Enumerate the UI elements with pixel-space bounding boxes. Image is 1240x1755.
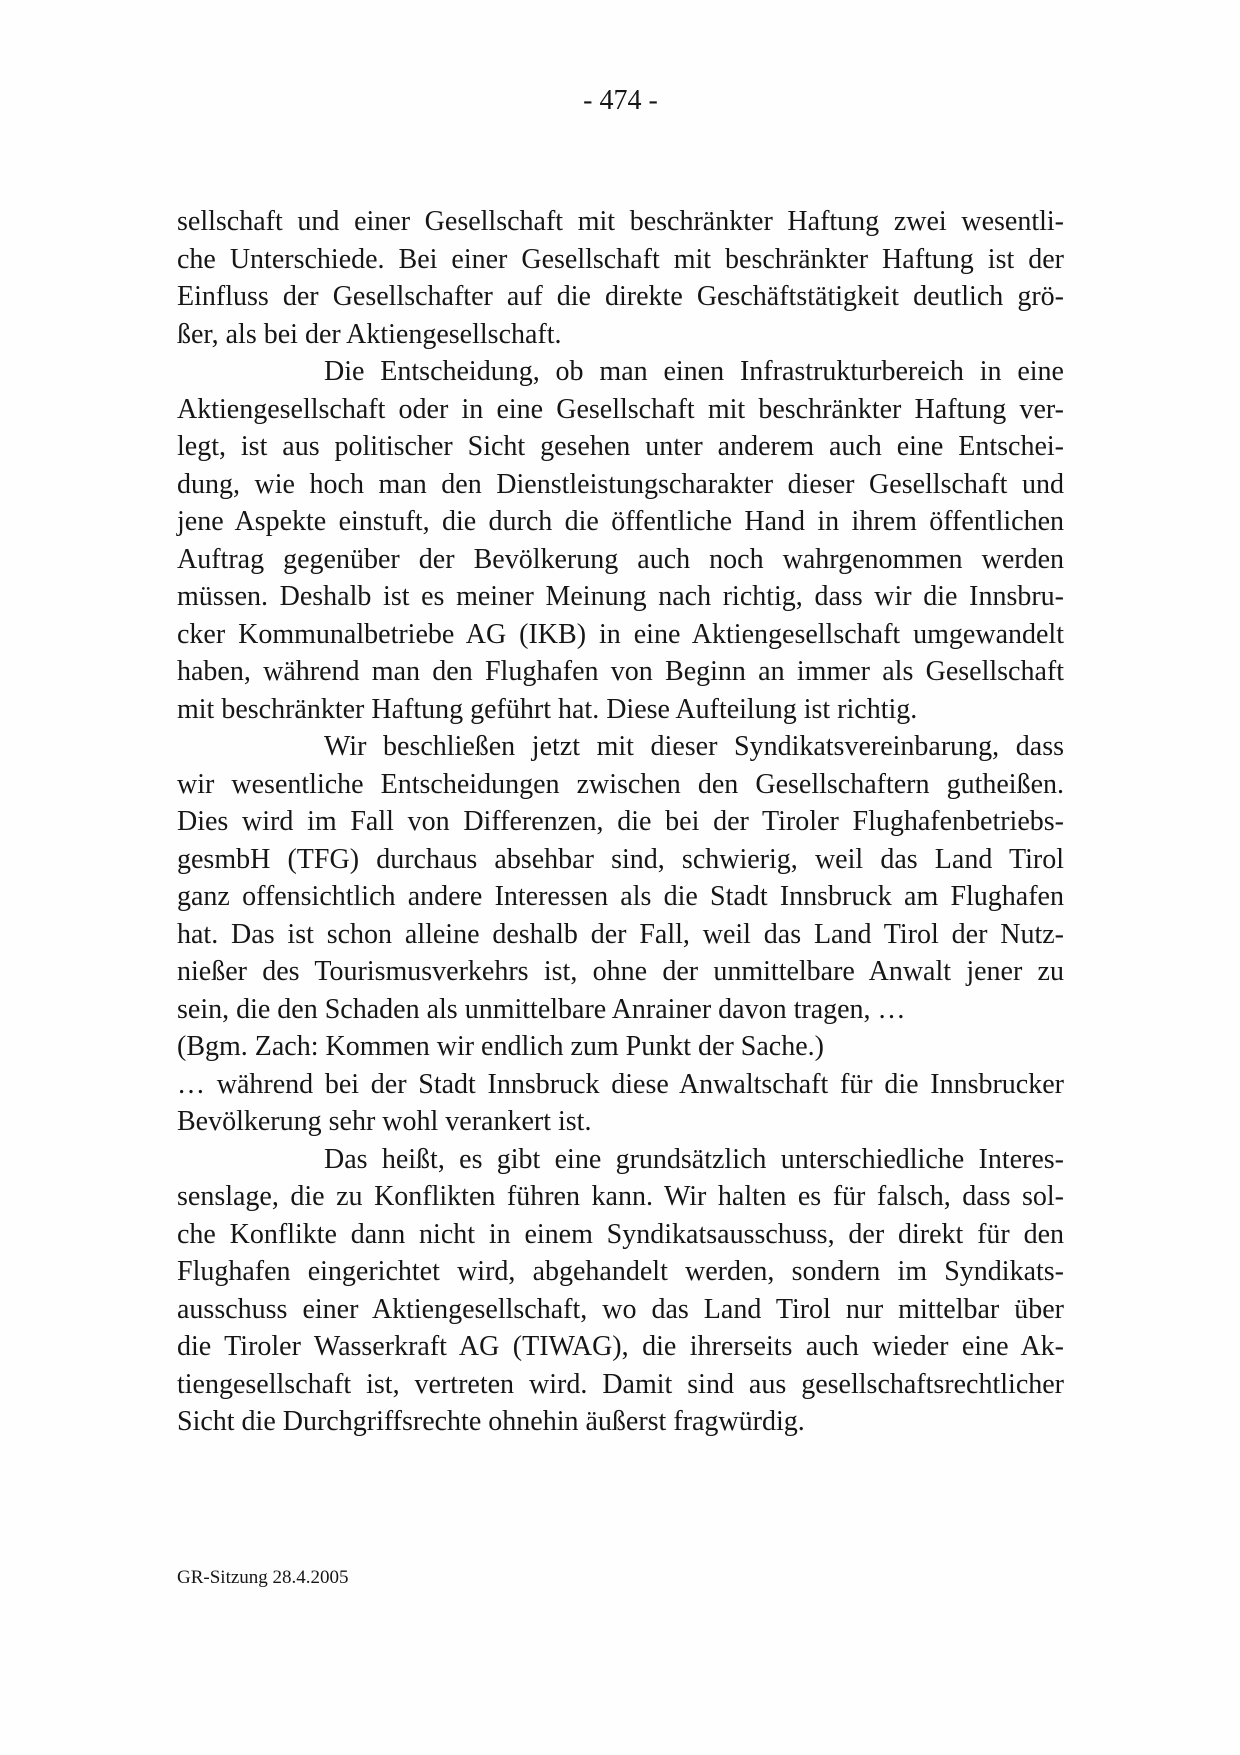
text-line: sellschaft und einer Gesellschaft mit beschränkter Haftung zwei wesentli- (177, 206, 1064, 237)
text-line: Das heißt, es gibt eine grundsätzlich unterschiedliche Interes- (324, 1143, 1064, 1175)
paragraph (177, 1066, 1064, 1141)
paragraph (177, 353, 1064, 728)
text-line: gesmbH (TFG) durchaus absehbar sind, schwierig, weil das Land Tirol (177, 843, 1064, 875)
page-number: - 474 - (583, 85, 658, 116)
text-line: Einfluss der Gesellschafter auf die direkte Geschäftstätigkeit deutlich grö- (177, 281, 1064, 312)
paragraph (177, 1028, 1064, 1066)
text-line: legt, ist aus politischer Sicht gesehen unter anderem auch eine Entschei- (177, 431, 1064, 462)
text-line: dung, wie hoch man den Dienstleistungscharakter dieser Gesellschaft und (177, 468, 1064, 500)
text-line: jene Aspekte einstuft, die durch die öffentliche Hand in ihrem öffentlichen (177, 506, 1064, 537)
text-line: Sicht die Durchgriffsrechte ohnehin äußerst fragwürdig. (177, 1406, 805, 1437)
text-line: cker Kommunalbetriebe AG (IKB) in eine Aktiengesellschaft umgewandelt (177, 618, 1064, 650)
text-line: Aktiengesellschaft oder in eine Gesellschaft mit beschränkter Haftung ver- (177, 393, 1064, 425)
text-line: tiengesellschaft ist, vertreten wird. Damit sind aus gesellschaftsrechtlicher (177, 1368, 1064, 1400)
text-line: hat. Das ist schon alleine deshalb der Fall, weil das Land Tirol der Nutz- (177, 918, 1064, 950)
text-line: … während bei der Stadt Innsbruck diese Anwaltschaft für die Innsbrucker (177, 1068, 1064, 1100)
text-line: Flughafen eingerichtet wird, abgehandelt werden, sondern im Syndikats- (177, 1256, 1064, 1287)
text-line: Bevölkerung sehr wohl verankert ist. (177, 1106, 592, 1137)
text-line: ßer, als bei der Aktiengesellschaft. (177, 318, 562, 350)
text-line: che Konflikte dann nicht in einem Syndikatsausschuss, der direkt für den (177, 1218, 1064, 1250)
text-line: haben, während man den Flughafen von Beginn an immer als Gesellschaft (177, 656, 1064, 687)
text-line: Wir beschließen jetzt mit dieser Syndikatsvereinbarung, dass (324, 731, 1064, 762)
text-line: müssen. Deshalb ist es meiner Meinung nach richtig, dass wir die Innsbru- (177, 581, 1064, 612)
text-line: ausschuss einer Aktiengesellschaft, wo das Land Tirol nur mittelbar über (177, 1293, 1064, 1325)
text-line: wir wesentliche Entscheidungen zwischen den Gesellschaftern gutheißen. (177, 768, 1064, 800)
text-line: senslage, die zu Konflikten führen kann. Wir halten es für falsch, dass sol- (177, 1181, 1064, 1212)
text-line: nießer des Tourismusverkehrs ist, ohne der unmittelbare Anwalt jener zu (177, 956, 1064, 987)
text-line: ganz offensichtlich andere Interessen als die Stadt Innsbruck am Flughafen (177, 881, 1064, 912)
text-line: sein, die den Schaden als unmittelbare Anrainer davon tragen, … (177, 993, 906, 1025)
text-line: che Unterschiede. Bei einer Gesellschaft mit beschränkter Haftung ist der (177, 243, 1064, 275)
paragraph (177, 1141, 1064, 1441)
text-line: Dies wird im Fall von Differenzen, die bei der Tiroler Flughafenbetriebs- (177, 806, 1064, 837)
document-body (177, 203, 1064, 1441)
footer-session-label: GR-Sitzung 28.4.2005 (177, 1567, 349, 1588)
text-line: die Tiroler Wasserkraft AG (TIWAG), die ihrerseits auch wieder eine Ak- (177, 1331, 1064, 1362)
text-line: mit beschränkter Haftung geführt hat. Diese Aufteilung ist richtig. (177, 693, 918, 725)
paragraph (177, 203, 1064, 353)
text-line: Auftrag gegenüber der Bevölkerung auch noch wahrgenommen werden (177, 543, 1064, 575)
text-line: (Bgm. Zach: Kommen wir endlich zum Punkt der Sache.) (177, 1031, 824, 1062)
paragraph (177, 728, 1064, 1028)
text-line: Die Entscheidung, ob man einen Infrastrukturbereich in eine (324, 356, 1064, 387)
